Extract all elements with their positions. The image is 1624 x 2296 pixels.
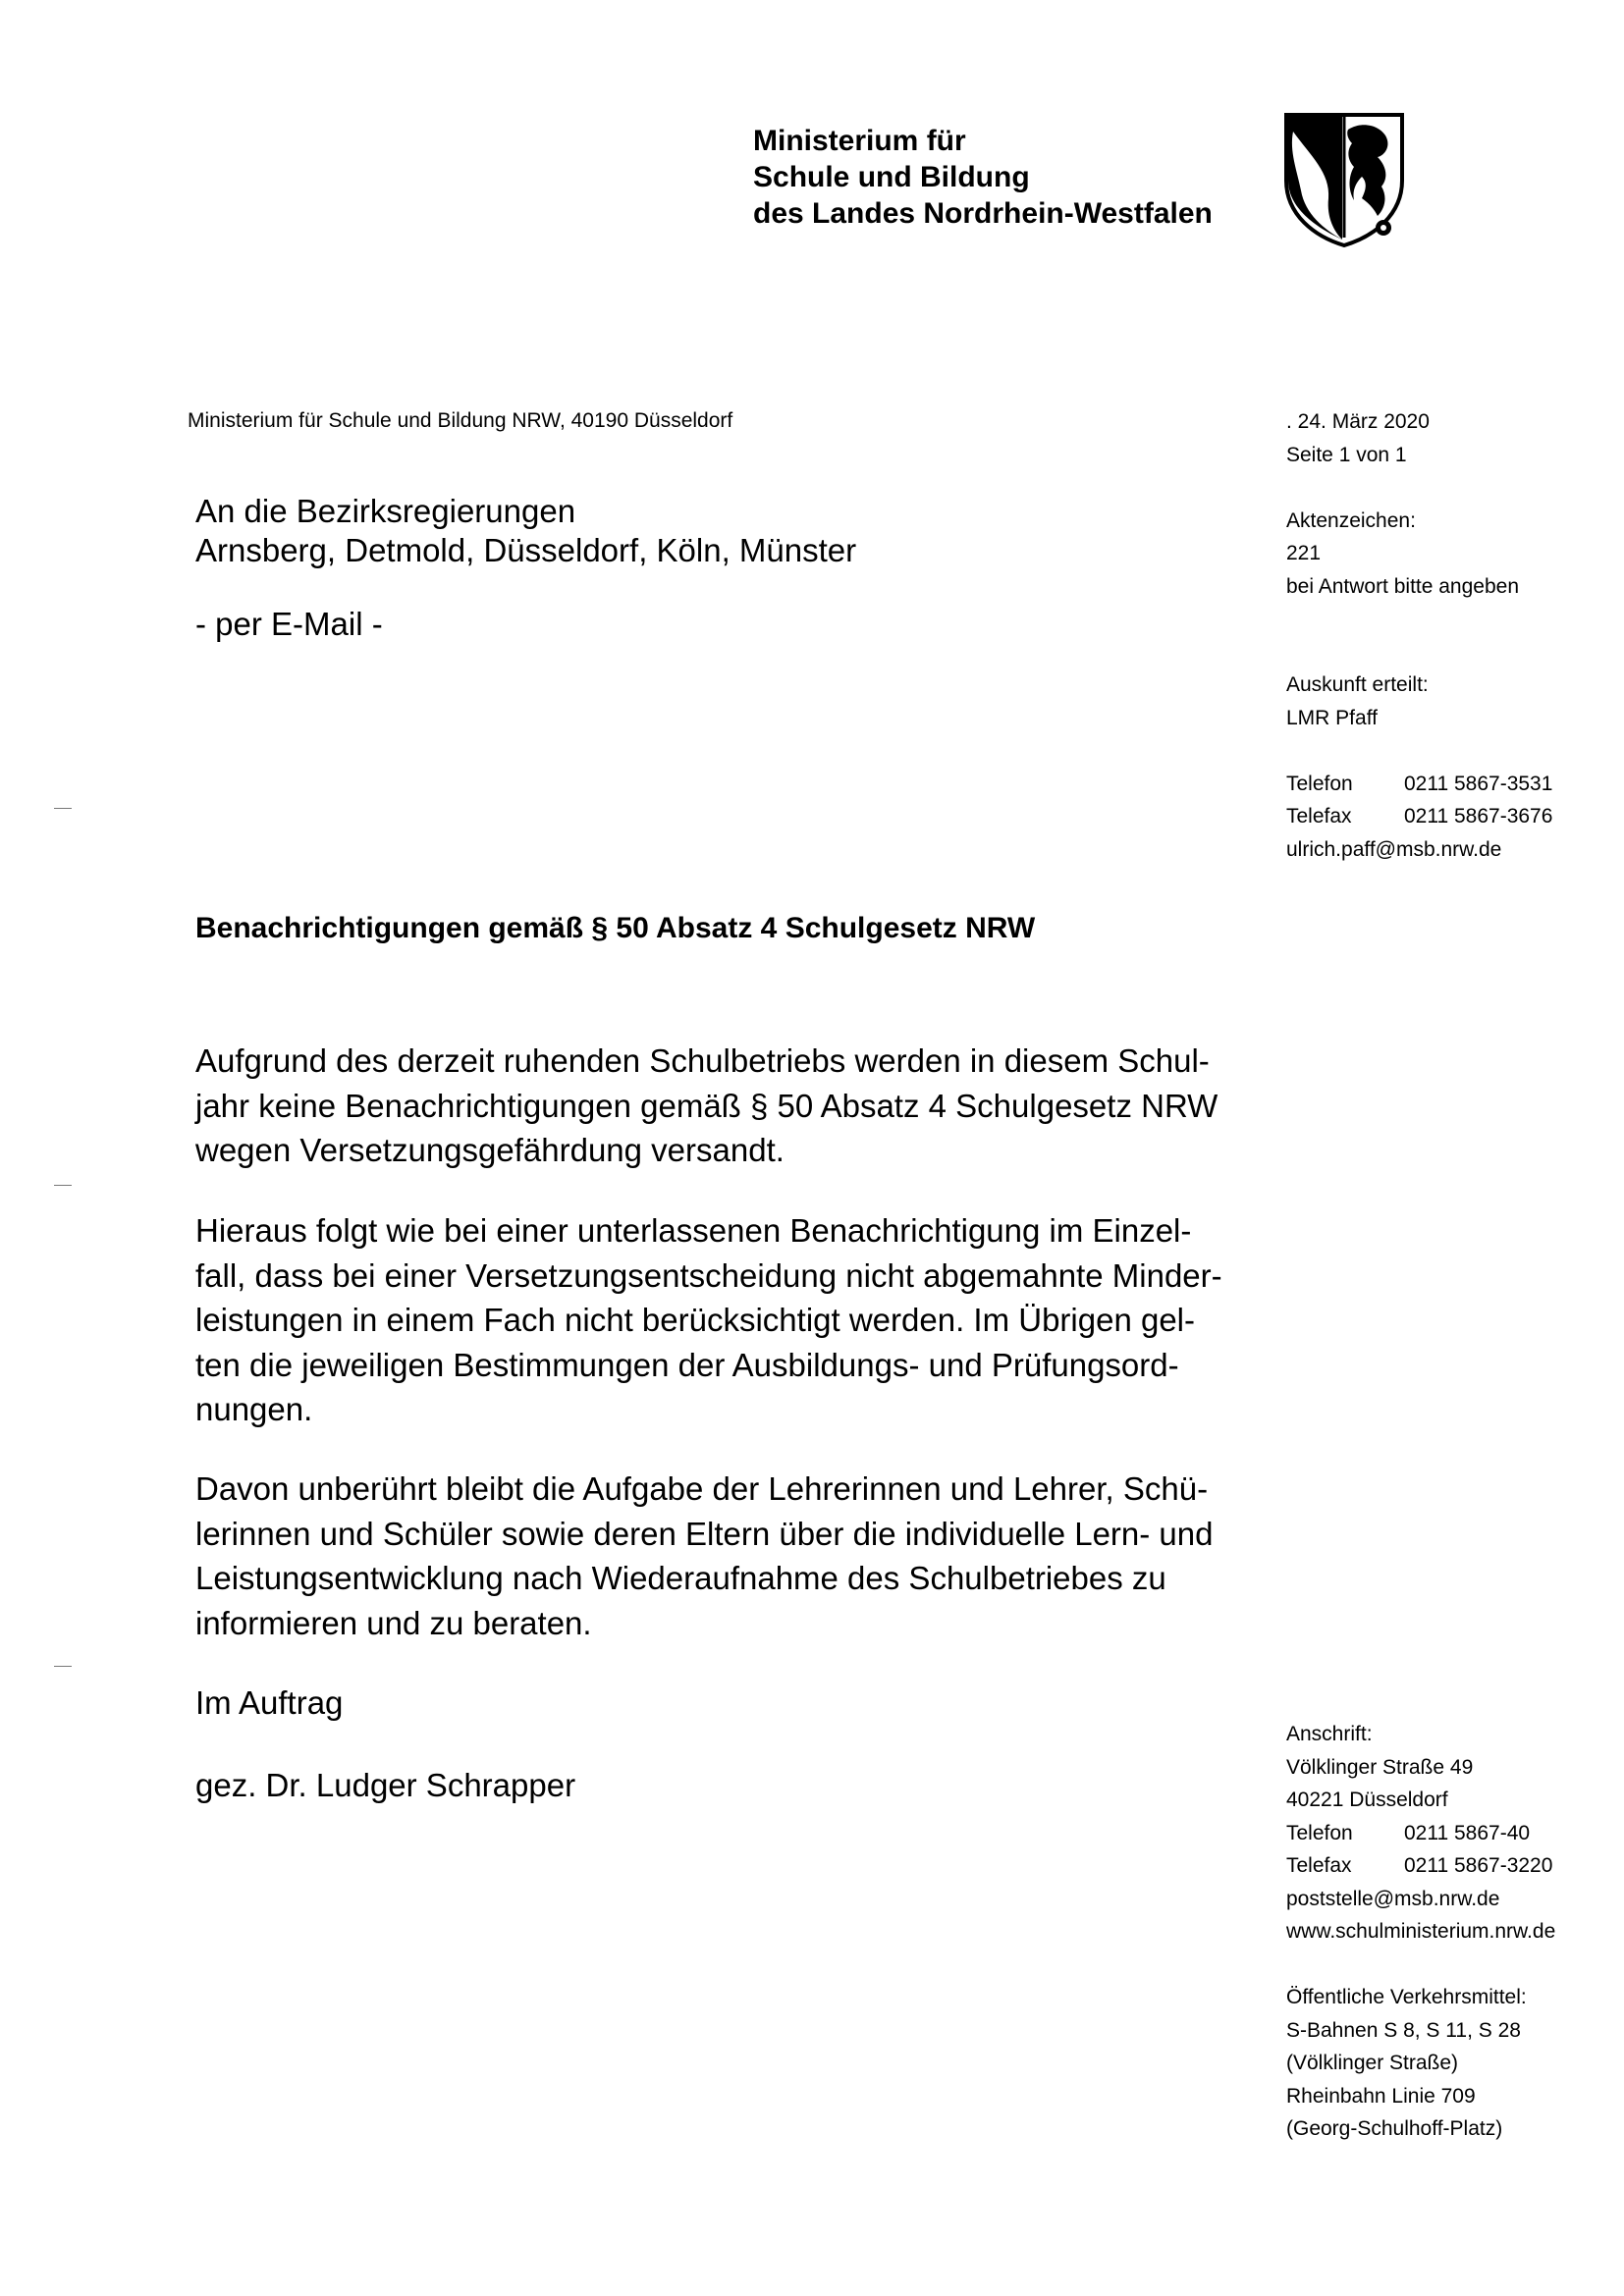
- telefax-label: Telefax: [1286, 805, 1352, 828]
- page-indicator: Seite 1 von 1: [1286, 443, 1407, 466]
- ministry-address: [1286, 1718, 1610, 2146]
- aktenzeichen-label: Aktenzeichen:: [1286, 508, 1416, 532]
- address-telefax-value: 0211 5867-3220: [1404, 1854, 1553, 1877]
- reference-info: [1286, 405, 1610, 866]
- punch-mark: [54, 1185, 72, 1186]
- letterhead-line: Schule und Bildung: [753, 161, 1030, 193]
- letterhead-line: des Landes Nordrhein-Westfalen: [753, 197, 1213, 230]
- body-line: nungen.: [195, 1391, 313, 1427]
- address-label: Anschrift:: [1286, 1723, 1373, 1745]
- telefon-label: Telefon: [1286, 772, 1353, 795]
- body-line: Davon unberührt bleibt die Aufgabe der Lehrerinnen und Lehrer, Schü-: [195, 1470, 1209, 1507]
- body-paragraph: [195, 1208, 1275, 1432]
- transit-line: (Georg-Schulhoff-Platz): [1286, 2117, 1503, 2140]
- body-line: ten die jeweiligen Bestimmungen der Ausbildungs- und Prüfungsord-: [195, 1346, 1179, 1383]
- contact-email: ulrich.paff@msb.nrw.de: [1286, 837, 1502, 861]
- transit-line: Rheinbahn Linie 709: [1286, 2084, 1476, 2108]
- telefax-value: 0211 5867-3676: [1404, 805, 1553, 828]
- address-telefax-label: Telefax: [1286, 1854, 1352, 1877]
- aktenzeichen-value: 221: [1286, 542, 1322, 564]
- letter-subject: Benachrichtigungen gemäß § 50 Absatz 4 Schulgesetz NRW: [195, 912, 1036, 944]
- body-line: Hieraus folgt wie bei einer unterlassenen Benachrichtigung im Einzel-: [195, 1212, 1192, 1249]
- telefon-value: 0211 5867-3531: [1404, 772, 1553, 795]
- body-line: leistungen in einem Fach nicht berücksichtigt werden. Im Übrigen gel-: [195, 1302, 1196, 1338]
- body-line: fall, dass bei einer Versetzungsentscheidung nicht abgemahnte Minder-: [195, 1256, 1222, 1294]
- transit-label: Öffentliche Verkehrsmittel:: [1286, 1986, 1527, 2008]
- body-line: informieren und zu beraten.: [195, 1604, 592, 1641]
- signature: gez. Dr. Ludger Schrapper: [195, 1767, 576, 1803]
- recipient-line: An die Bezirksregierungen: [195, 493, 576, 529]
- recipient-line: Arnsberg, Detmold, Düsseldorf, Köln, Münster: [195, 532, 857, 568]
- address-street: Völklinger Straße 49: [1286, 1755, 1474, 1779]
- auskunft-label: Auskunft erteilt:: [1286, 673, 1429, 696]
- body-line: wegen Versetzungsgefährdung versandt.: [195, 1132, 785, 1168]
- letter-date: . 24. März 2020: [1286, 410, 1430, 433]
- body-paragraph: [195, 1039, 1275, 1173]
- sender-return-address: Ministerium für Schule und Bildung NRW, 40190 Düsseldorf: [188, 409, 733, 432]
- nrw-coat-of-arms-icon: [1283, 112, 1405, 247]
- telefax-row: [1286, 800, 1610, 833]
- recipient-block: [195, 492, 856, 570]
- delivery-method: - per E-Mail -: [195, 606, 383, 642]
- body-line: Aufgrund des derzeit ruhenden Schulbetriebs werden in diesem Schul-: [195, 1042, 1210, 1079]
- address-city: 40221 Düsseldorf: [1286, 1789, 1448, 1811]
- ministry-letterhead: [753, 123, 1213, 232]
- closing-phrase: Im Auftrag: [195, 1684, 344, 1721]
- telefon-row: [1286, 768, 1610, 801]
- fold-mark: [54, 808, 72, 809]
- body-paragraph: [195, 1467, 1275, 1645]
- address-email: poststelle@msb.nrw.de: [1286, 1887, 1500, 1910]
- transit-line: (Völklinger Straße): [1286, 2052, 1459, 2074]
- auskunft-name: LMR Pfaff: [1286, 706, 1378, 729]
- address-telefon-value: 0211 5867-40: [1404, 1821, 1531, 1844]
- address-telefon-label: Telefon: [1286, 1821, 1353, 1844]
- body-line: jahr keine Benachrichtigungen gemäß § 50 Absatz 4 Schulgesetz NRW: [195, 1087, 1218, 1124]
- address-telefax-row: [1286, 1849, 1610, 1883]
- letterhead-line: Ministerium für: [753, 125, 966, 157]
- body-line: Leistungsentwicklung nach Wiederaufnahme des Schulbetriebes zu: [195, 1560, 1166, 1596]
- transit-line: S-Bahnen S 8, S 11, S 28: [1286, 2018, 1521, 2042]
- address-telefon-row: [1286, 1817, 1610, 1850]
- body-line: lerinnen und Schüler sowie deren Eltern über die individuelle Lern- und: [195, 1515, 1214, 1552]
- fold-mark: [54, 1666, 72, 1667]
- aktenzeichen-note: bei Antwort bitte angeben: [1286, 574, 1520, 598]
- address-web: www.schulministerium.nrw.de: [1286, 1920, 1556, 1943]
